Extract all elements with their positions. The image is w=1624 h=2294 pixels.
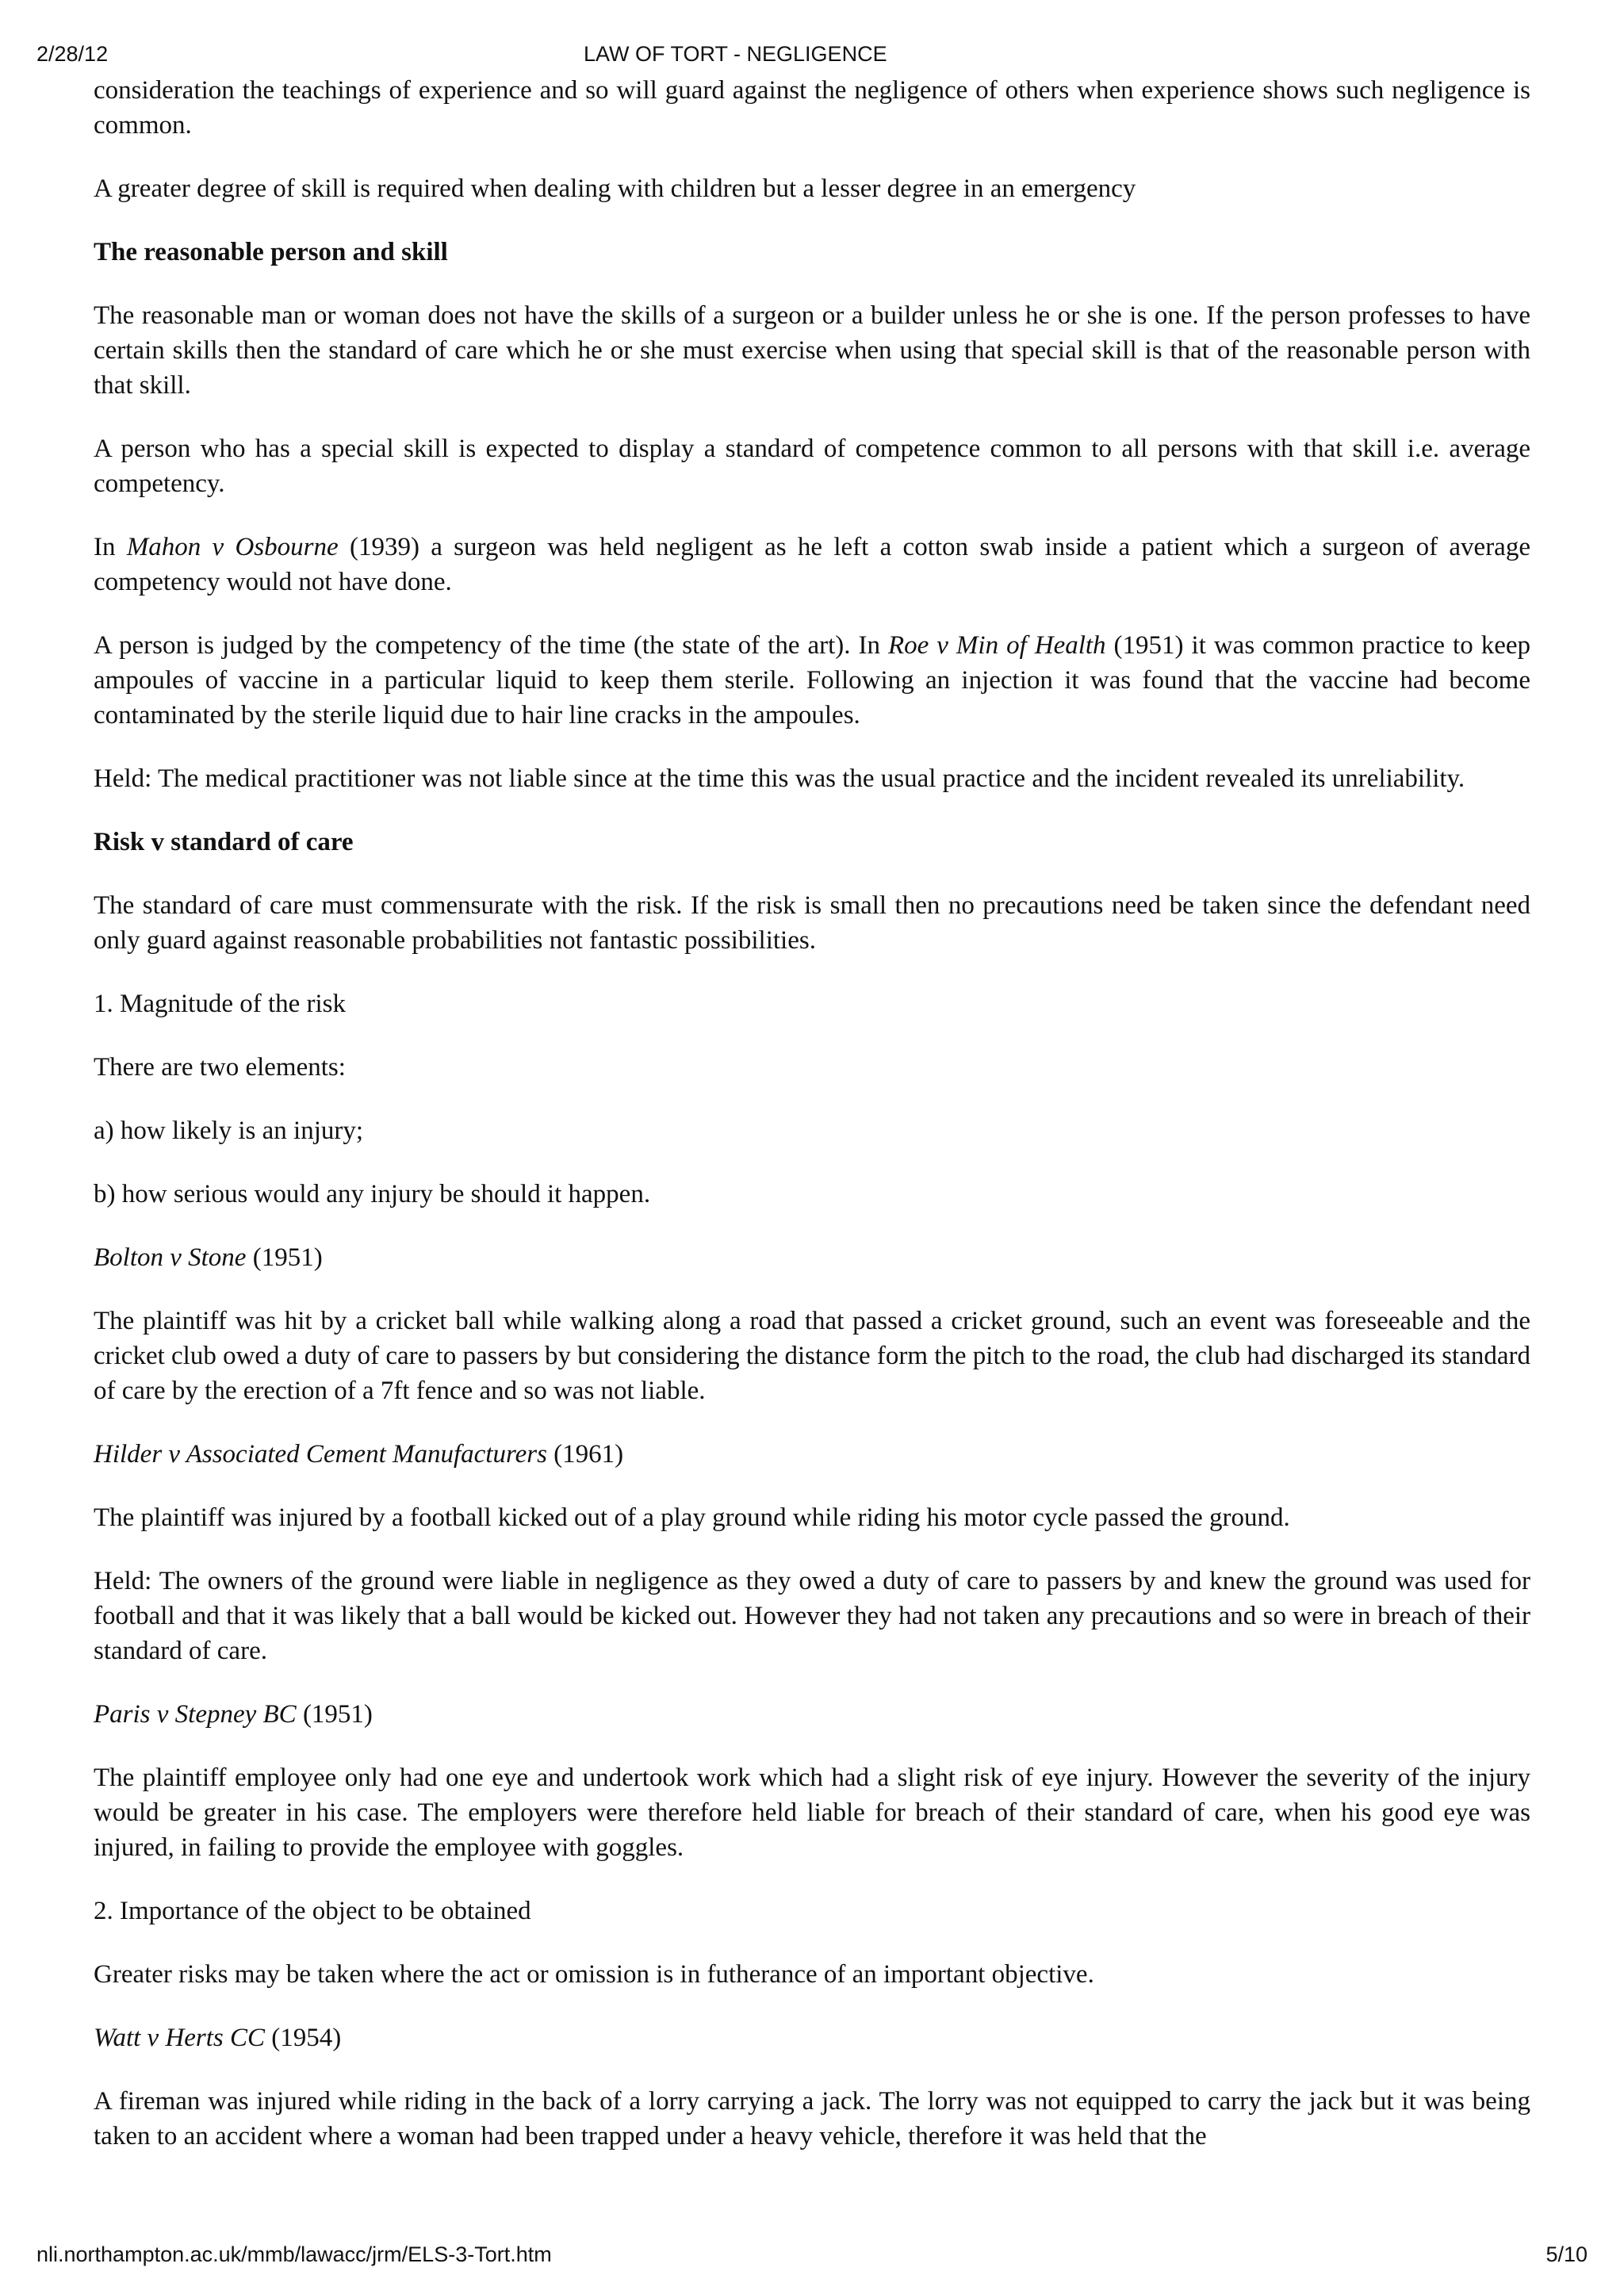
case-citation [94,1437,1530,1472]
page-url: nli.northampton.ac.uk/mmb/lawacc/jrm/ELS-3-Tort.htm [36,2242,552,2266]
case-name: Bolton v Stone [94,1243,247,1272]
print-footer [36,2240,1588,2269]
paragraph [94,628,1530,733]
case-name: Mahon v Osbourne [126,533,339,561]
paragraph: The standard of care must commensurate with the risk. If the risk is small then no precautions need be taken since the defendant need only guard against reasonable probabilities not fantastic possibilities. [94,891,1530,955]
print-header [36,40,1588,68]
case-year: (1951) [296,1700,373,1729]
document-body [94,73,1530,2182]
paragraph: A fireman was injured while riding in the back of a lorry carrying a jack. The lorry was not equipped to carry the jack but it was being taken to an accident where a woman had been trapped under a heavy vehicle, therefore it was held that the [94,2087,1530,2150]
paragraph: consideration the teachings of experience and so will guard against the negligence of others when experience shows such negligence is common. [94,76,1530,140]
section-heading: The reasonable person and skill [94,238,448,266]
text-run: (1939) a surgeon was held negligent as he left a cotton swab inside a patient which a surgeon of average competency would not have done. [94,533,1530,596]
paragraph: There are two elements: [94,1053,346,1082]
case-name: Paris v Stepney BC [94,1700,297,1729]
case-citation [94,1697,1530,1732]
case-name: Watt v Herts CC [94,2024,266,2052]
paragraph: 2. Importance of the object to be obtained [94,1897,531,1925]
print-date: 2/28/12 [36,42,109,66]
case-citation [94,2020,1530,2055]
case-citation [94,1240,1530,1275]
paragraph: b) how serious would any injury be should it happen. [94,1180,651,1208]
section-heading: Risk v standard of care [94,828,354,856]
case-name: Roe v Min of Health [888,631,1106,660]
paragraph: A person who has a special skill is expected to display a standard of competence common to all persons with that skill i.e. average competency. [94,435,1530,498]
text-run: A person is judged by the competency of the time (the state of the art). In [94,631,888,660]
paragraph: The plaintiff employee only had one eye and undertook work which had a slight risk of eye injury. However the severity of the injury would be greater in his case. The employers were therefore held liable for breach of their standard of care, when his good eye was injured, in failing to provide the employee with goggles. [94,1764,1530,1862]
paragraph: Held: The medical practitioner was not liable since at the time this was the usual practice and the incident revealed its unreliability. [94,764,1465,793]
paragraph: The plaintiff was hit by a cricket ball while walking along a road that passed a cricket ground, such an event was foreseeable and the cricket club owed a duty of care to passers by but considering the distance form the pitch to the road, the club had discharged its standard of care by the erection of a 7ft fence and so was not liable. [94,1307,1531,1405]
paragraph: A greater degree of skill is required when dealing with children but a lesser degree in an emergency [94,174,1136,203]
case-year: (1961) [546,1440,624,1469]
case-name: Hilder v Associated Cement Manufacturers [94,1440,547,1469]
paragraph: Greater risks may be taken where the act or omission is in futherance of an important objective. [94,1960,1094,1989]
text-run: (1951) it was common practice to keep ampoules of vaccine in a particular liquid to keep them sterile. Following an injection it was found that the vaccine had become contaminated by the sterile liquid due to hair line cracks in the ampoules. [94,631,1530,730]
document-title: LAW OF TORT - NEGLIGENCE [584,42,887,66]
paragraph: a) how likely is an injury; [94,1116,364,1145]
page-number: 5/10 [1545,2242,1588,2266]
paragraph: The reasonable man or woman does not have the skills of a surgeon or a builder unless he or she is one. If the person professes to have certain skills then the standard of care which he or she must exercise when using that special skill is that of the reasonable person with that skill. [94,301,1530,400]
paragraph: Held: The owners of the ground were liable in negligence as they owed a duty of care to passers by and knew the ground was used for football and that it was likely that a ball would be kicked out. However they had not taken any precautions and so were in breach of their standard of care. [94,1567,1530,1665]
paragraph: 1. Magnitude of the risk [94,990,347,1018]
text-run: In [94,533,127,561]
case-year: (1951) [246,1243,323,1272]
case-year: (1954) [265,2024,342,2052]
paragraph: The plaintiff was injured by a football kicked out of a play ground while riding his motor cycle passed the ground. [94,1503,1290,1532]
paragraph [94,530,1530,599]
